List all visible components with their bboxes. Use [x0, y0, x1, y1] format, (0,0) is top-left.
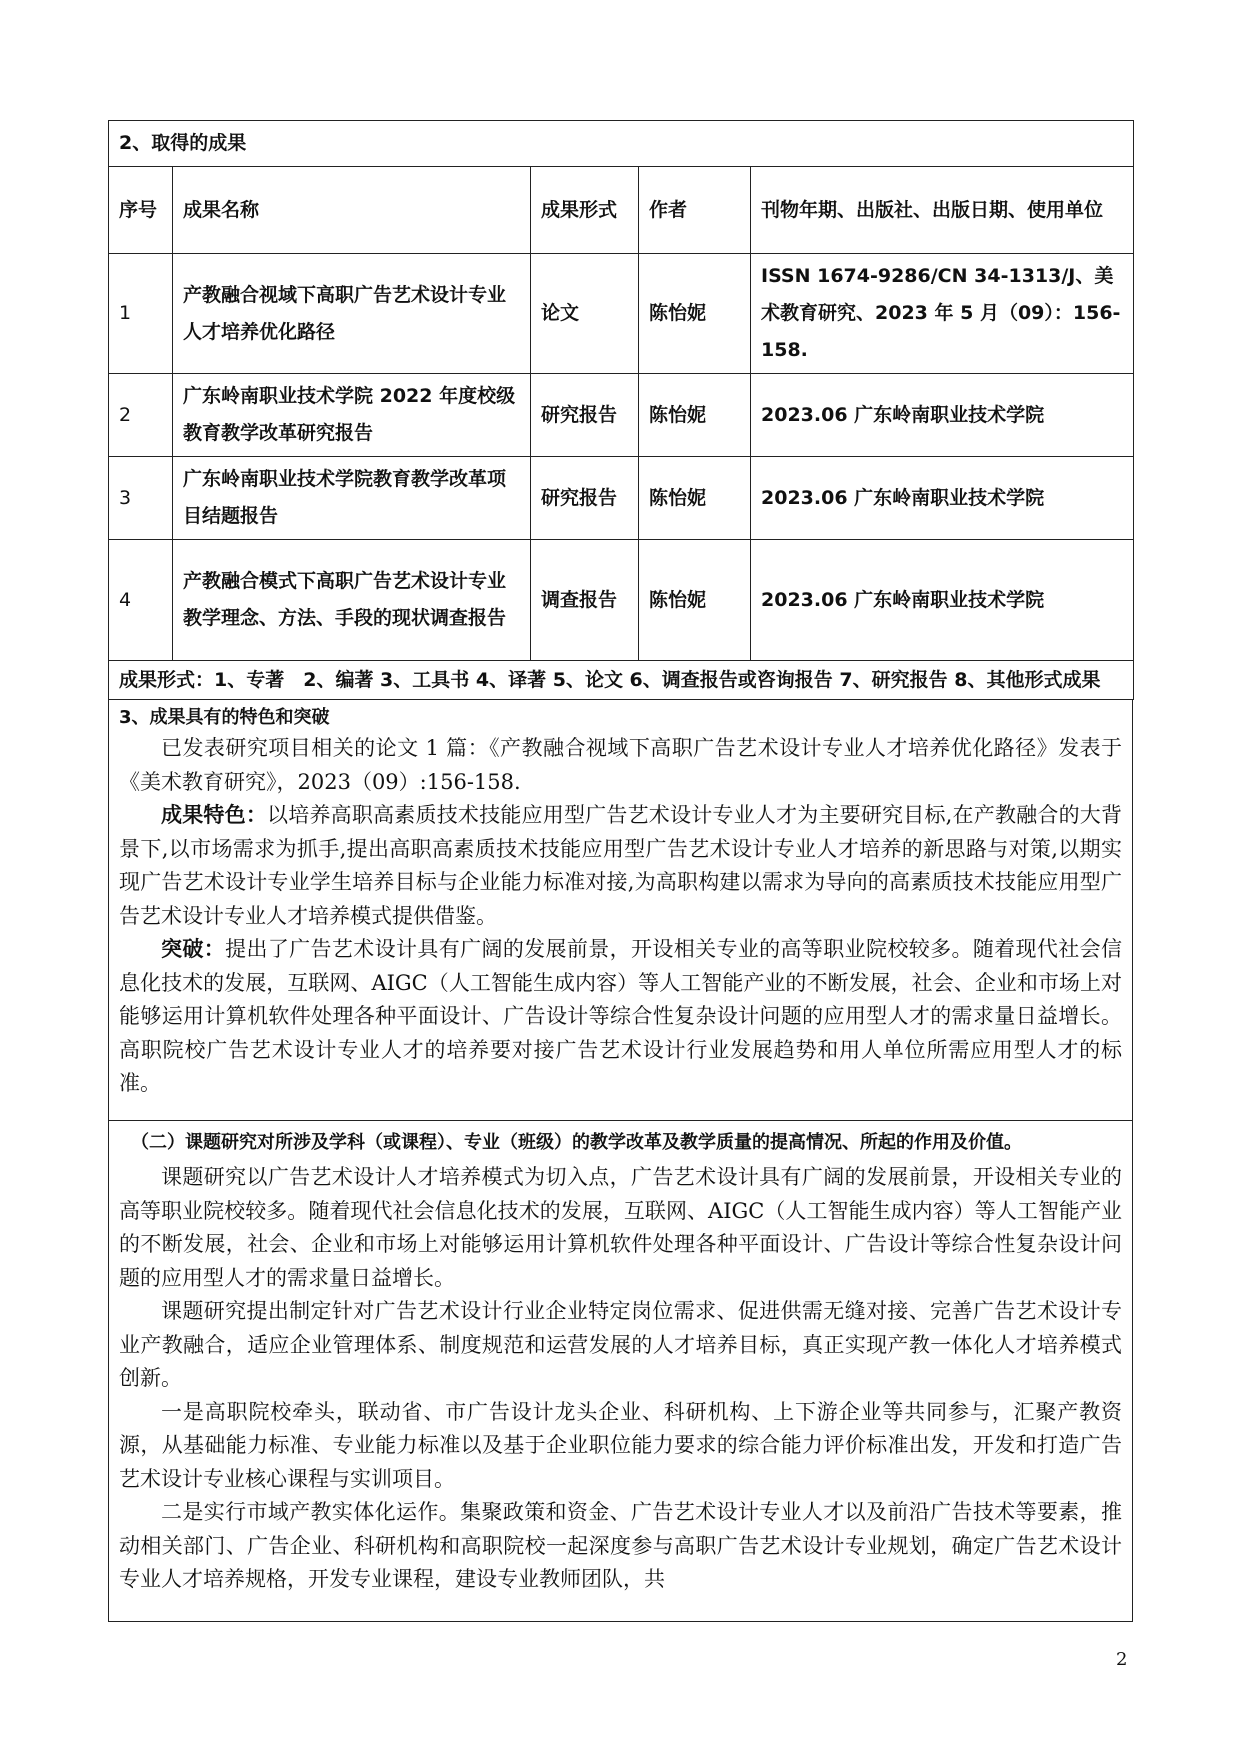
section-two-paragraph: 二是实行市域产教实体化运作。集聚政策和资金、广告艺术设计专业人才以及前沿广告技术等要素，推动相关部门、广告企业、科研机构和高职院校一起深度参与高职广告艺术设计专业规划，确定广告艺术设计专业人才培养规格，开发专业课程，建设专业教师团队，共	[119, 1500, 1122, 1591]
row-pub: 2023.06 广东岭南职业技术学院	[751, 540, 1134, 661]
breakthrough-lead: 突破：	[161, 937, 226, 961]
section-two-title: （二）课题研究对所涉及学科（或课程）、专业（班级）的教学改革及教学质量的提高情况、所起的作用及价值。	[131, 1132, 1022, 1153]
results-table	[108, 120, 1134, 700]
row-author: 陈怡妮	[639, 457, 751, 540]
section-two-paragraph: 课题研究提出制定针对广告艺术设计行业企业特定岗位需求、促进供需无缝对接、完善广告艺术设计专业产教融合，适应企业管理体系、制度规范和运营发展的人才培养目标，真正实现产教一体化人才培养模式创新。	[119, 1299, 1122, 1390]
table-row	[109, 374, 1134, 457]
row-form: 调查报告	[531, 540, 639, 661]
row-name: 产教融合模式下高职广告艺术设计专业教学理念、方法、手段的现状调查报告	[173, 540, 531, 661]
row-name: 广东岭南职业技术学院教育教学改革项目结题报告	[173, 457, 531, 540]
page-number: 2	[1116, 1649, 1128, 1670]
row-no: 4	[109, 540, 173, 661]
section-3-box	[108, 700, 1133, 1121]
row-no: 2	[109, 374, 173, 457]
note-row	[109, 661, 1134, 700]
row-name: 产教融合视域下高职广告艺术设计专业人才培养优化路径	[173, 254, 531, 374]
row-form: 研究报告	[531, 457, 639, 540]
row-no: 1	[109, 254, 173, 374]
section-3-breakthrough	[109, 933, 1132, 1101]
section-3-title: 3、成果具有的特色和突破	[119, 707, 330, 728]
row-author: 陈怡妮	[639, 374, 751, 457]
breakthrough-text: 提出了广告艺术设计具有广阔的发展前景，开设相关专业的高等职业院校较多。随着现代社会信息化技术的发展，互联网、AIGC（人工智能生成内容）等人工智能产业的不断发展，社会、企业和市场上对能够运用计算机软件处理各种平面设计、广告设计等综合性复杂设计问题的应用型人才的需求量日益增长。高职院校广告艺术设计专业人才的培养要对接广告艺术设计行业发展趋势和用人单位所需应用型人才的标准。	[119, 937, 1122, 1095]
header-no: 序号	[109, 167, 173, 254]
features-text: 以培养高职高素质技术技能应用型广告艺术设计专业人才为主要研究目标,在产教融合的大背景下,以市场需求为抓手,提出高职高素质技术技能应用型广告艺术设计专业人才培养的新思路与对策,以期实现广告艺术设计专业学生培养目标与企业能力标准对接,为高职构建以需求为导向的高素质技术技能应用型广告艺术设计专业人才培养模式提供借鉴。	[119, 803, 1123, 928]
row-pub: 2023.06 广东岭南职业技术学院	[751, 374, 1134, 457]
section-2-title: 2、取得的成果	[109, 121, 1134, 167]
section-two-paragraph: 一是高职院校牵头，联动省、市广告设计龙头企业、科研机构、上下游企业等共同参与，汇聚产教资源，从基础能力标准、专业能力标准以及基于企业职位能力要求的综合能力评价标准出发，开发和打造广告艺术设计专业核心课程与实训项目。	[119, 1399, 1122, 1491]
row-pub: ISSN 1674-9286/CN 34-1313/J、美术教育研究、2023 年 5 月（09）：156-158.	[751, 254, 1134, 374]
table-row	[109, 540, 1134, 661]
row-author: 陈怡妮	[639, 540, 751, 661]
row-pub: 2023.06 广东岭南职业技术学院	[751, 457, 1134, 540]
row-no: 3	[109, 457, 173, 540]
header-author: 作者	[639, 167, 751, 254]
section-3-features	[109, 799, 1132, 933]
section-two-paragraph: 课题研究以广告艺术设计人才培养模式为切入点，广告艺术设计具有广阔的发展前景，开设相关专业的高等职业院校较多。随着现代社会信息化技术的发展，互联网、AIGC（人工智能生成内容）等人工智能产业的不断发展，社会、企业和市场上对能够运用计算机软件处理各种平面设计、广告设计等综合性复杂设计问题的应用型人才的需求量日益增长。	[119, 1165, 1122, 1290]
section-two-box	[108, 1121, 1133, 1622]
header-form: 成果形式	[531, 167, 639, 254]
results-form-note: 成果形式：1、专著 2、编著 3、工具书 4、译著 5、论文 6、调查报告或咨询报告 7、研究报告 8、其他形式成果	[109, 661, 1134, 700]
row-author: 陈怡妮	[639, 254, 751, 374]
row-form: 研究报告	[531, 374, 639, 457]
table-header-row	[109, 167, 1134, 254]
row-form: 论文	[531, 254, 639, 374]
row-name: 广东岭南职业技术学院 2022 年度校级教育教学改革研究报告	[173, 374, 531, 457]
section-3-paragraph: 已发表研究项目相关的论文 1 篇：《产教融合视域下高职广告艺术设计专业人才培养优化路径》发表于《美术教育研究》，2023（09）:156-158.	[119, 736, 1122, 794]
header-name: 成果名称	[173, 167, 531, 254]
section-title-row	[109, 121, 1134, 167]
document-frame	[108, 120, 1133, 1622]
features-lead: 成果特色：	[161, 803, 268, 827]
table-row	[109, 254, 1134, 374]
table-row	[109, 457, 1134, 540]
header-pub: 刊物年期、出版社、出版日期、使用单位	[751, 167, 1134, 254]
